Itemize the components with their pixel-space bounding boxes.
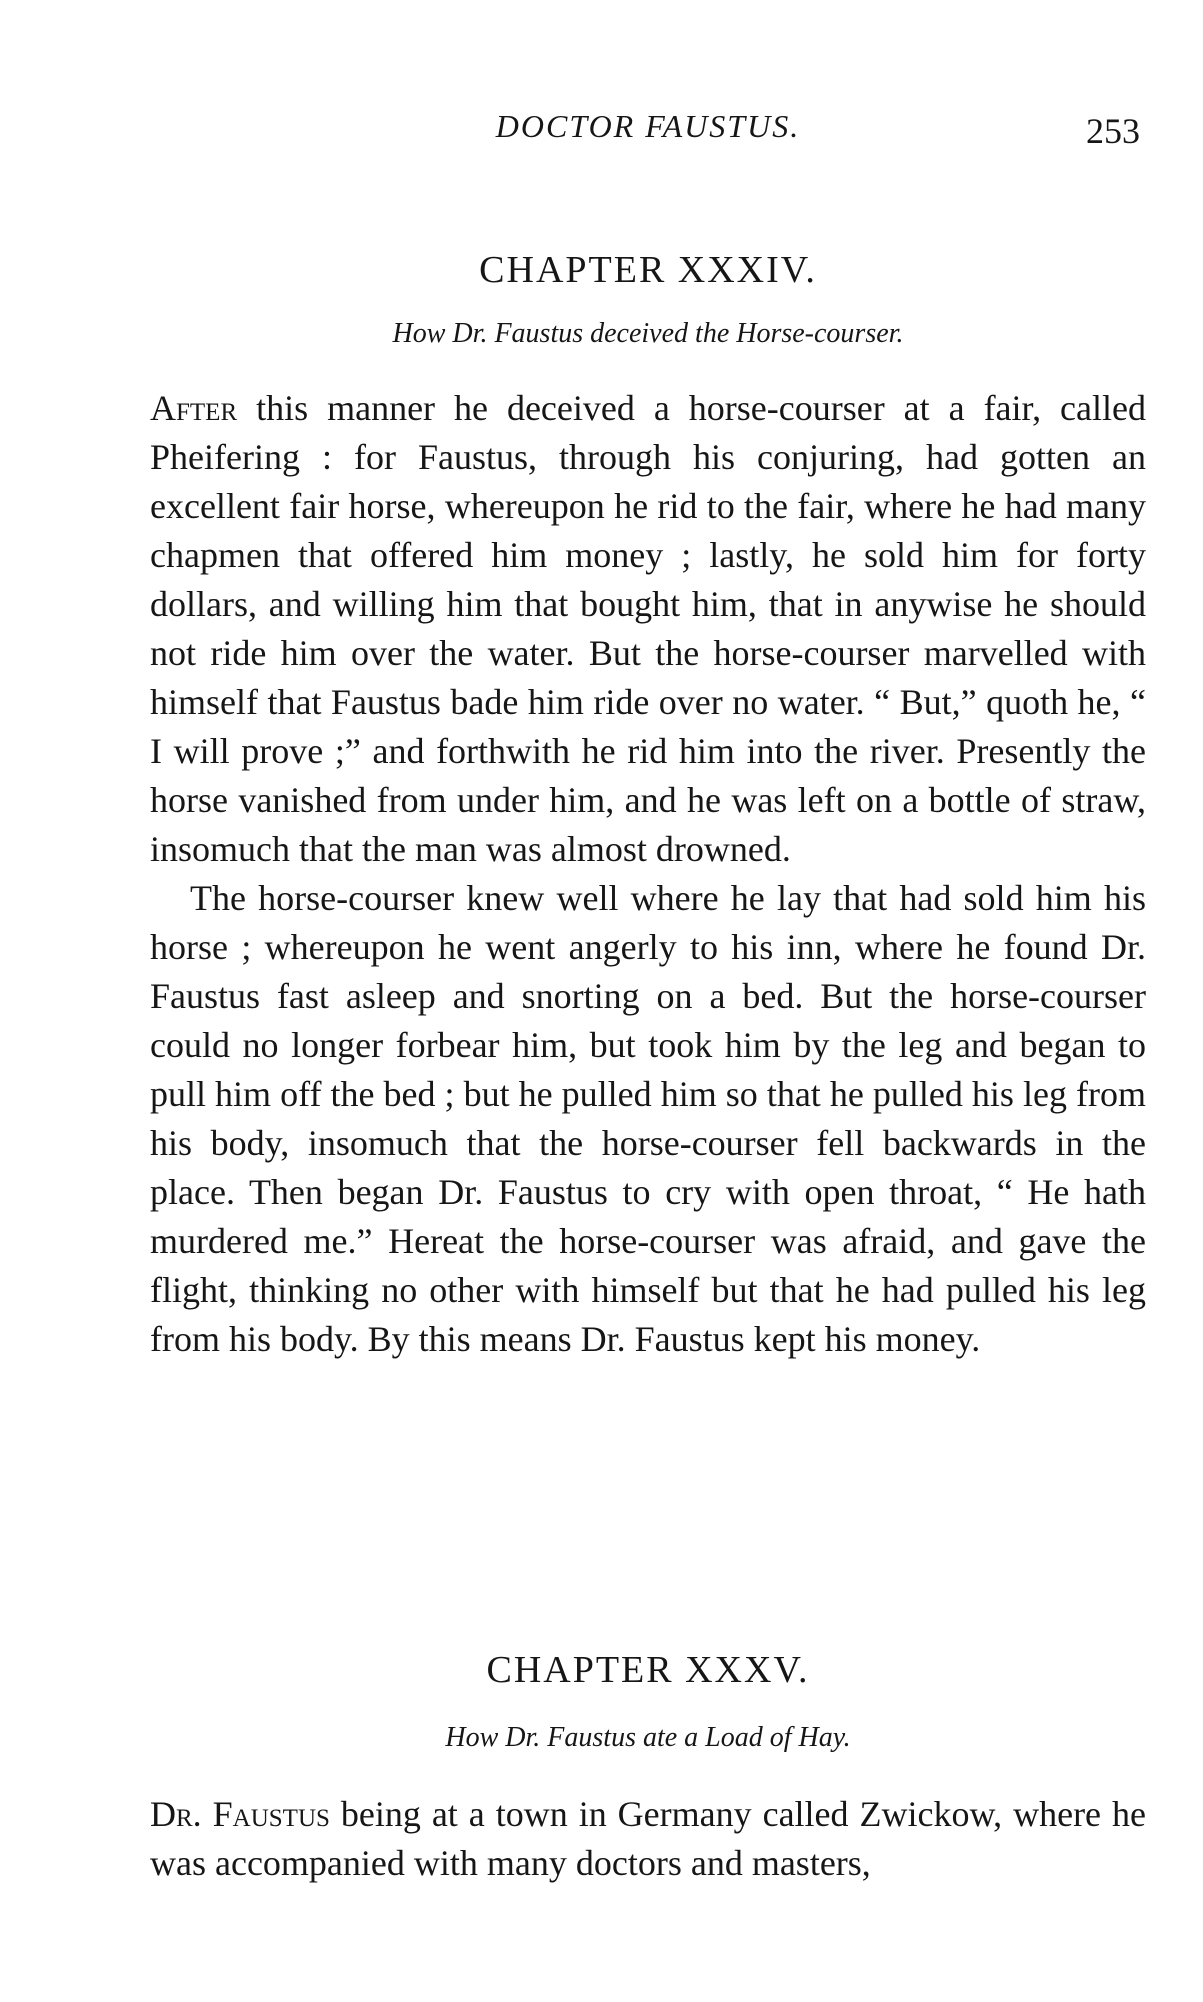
chapter-34-lead-word: After bbox=[150, 388, 238, 428]
chapter-34-paragraph-1-text: this manner he deceived a horse-courser at a fair, called Pheifering : for Faustus, through his conjuring, had gotten an excellent fair horse, whereupon he rid to the fair, where he had many chapmen that offered him money ; lastly, he sold him for forty dollars, and willing him that bought him, that in anywise he should not ride him over the water. But the horse-courser marvelled with himself that Faustus bade him ride over no water. “ But,” quoth he, “ I will prove ;” and forthwith he rid him into the river. Presently the horse vanished from under him, and he was left on a bottle of straw, insomuch that the man was almost drowned. bbox=[150, 388, 1146, 869]
chapter-34-heading: CHAPTER XXXIV. bbox=[479, 249, 817, 291]
chapter-34-text bbox=[150, 384, 1146, 1364]
chapter-34-paragraph-1 bbox=[150, 384, 1146, 874]
running-title: DOCTOR FAUSTUS. bbox=[495, 108, 801, 144]
chapter-35-paragraph-1 bbox=[150, 1790, 1146, 1888]
page-number: 253 bbox=[1086, 111, 1140, 151]
running-head bbox=[150, 108, 1146, 154]
chapter-35-heading: CHAPTER XXXV. bbox=[486, 1649, 810, 1691]
chapter-35-lead-words: Dr. Faustus bbox=[150, 1794, 330, 1834]
chapter-34-subtitle: How Dr. Faustus deceived the Horse-courser. bbox=[392, 318, 904, 349]
chapter-34-paragraph-2: The horse-courser knew well where he lay that had sold him his horse ; whereupon he went angerly to his inn, where he found Dr. Faustus fast asleep and snorting on a bed. But the horse-courser could no longer forbear him, but took him by the leg and began to pull him off the bed ; but he pulled him so that he pulled his leg from his body, insomuch that the horse-courser fell backwards in the place. Then began Dr. Faustus to cry with open throat, “ He hath murdered me.” Hereat the horse-courser was afraid, and gave the flight, thinking no other with himself but that he had pulled his leg from his body. By this means Dr. Faustus kept his money. bbox=[150, 878, 1146, 1359]
chapter-35-subtitle: How Dr. Faustus ate a Load of Hay. bbox=[445, 1722, 851, 1753]
chapter-35-paragraph-1-text: being at a town in Germany called Zwickow, where he was accompanied with many doctors and masters, bbox=[150, 1794, 1146, 1883]
chapter-35-text bbox=[150, 1790, 1146, 1888]
